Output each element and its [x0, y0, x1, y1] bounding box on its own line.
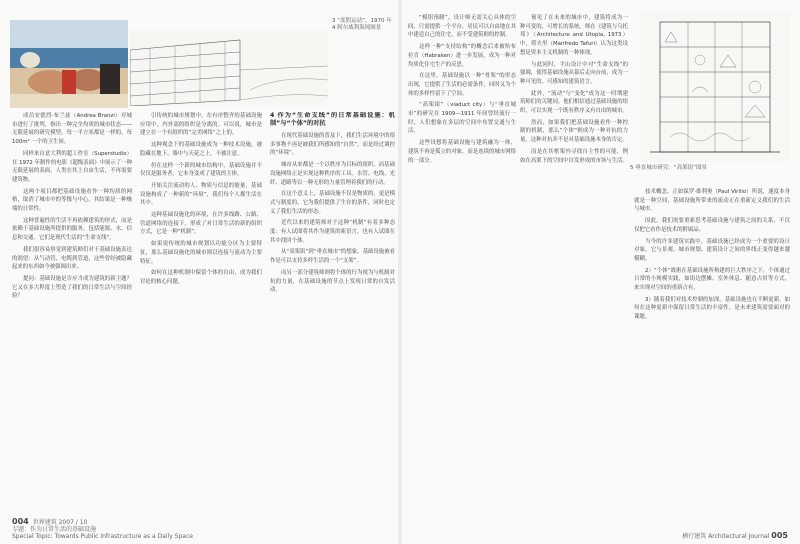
beach-collage-image	[10, 20, 128, 108]
text-column-4	[408, 14, 516, 514]
paragraph: 在这个意义上，基础设施不仅是物质的，更是模式与制度的。它为我们提供了生存的条件，同时也定义了我们生活的形态。	[270, 191, 395, 215]
paragraph: 2）“个体”战術在基础设施所构建的巨大秩序之下，个体通过日常的小规模实践，如街边摆摊、室外休息、随意占用等方式，来实现对空间的重新占有。	[634, 267, 790, 292]
paragraph: 如何在这种机制中保留个体的自由，成为我们讨论的核心问题。	[140, 270, 262, 285]
right-footer-text: 横行建筑 Architectural Journal	[682, 533, 770, 540]
paragraph: 当今的许多建筑实践中，基础设施已经成为一个重要的设计对象，它与景观、城市规划、建筑设计之间的界线正变得越来越模糊。	[634, 238, 790, 262]
vertical-city-sketch	[640, 12, 790, 162]
left-page	[0, 0, 398, 544]
right-footer	[682, 532, 792, 540]
paragraph: 如果说传统的城市规划以功能分区为主要特征，那么基础设施化的城市则以连接与流动为主要特征。	[140, 241, 262, 265]
paragraph: 这种观念下的基础设施成为一种技术设施，被隐藏在地下、墙中与天花之上，不被注意。	[140, 142, 262, 157]
paragraph: 在这里，基础设施以一种“骨架”的形态出现，它提供了生活的必需条件，同时又为个体的多样性留下了空间。	[408, 73, 516, 97]
paragraph: 在现代基础设施的普及下，我们生活环境中的很多事物不再是被我们所感知的“自然”，而是经过调控的“环境”。	[270, 133, 395, 157]
paragraph: 从“高架街”到“垂直城市”的想象，基础设施被看作是可以支持多样生活的一个“支架”。	[270, 249, 395, 265]
paragraph: 而是在其框架内寻找自主性的可能，例如在高架下的空间中自发形成的市场与生活。	[520, 148, 628, 164]
text-column-2	[140, 112, 262, 512]
text-column-6	[634, 188, 790, 518]
text-column-3	[270, 112, 395, 512]
paragraph: 这两个项目都把基础设施看作一种均质的网格，取消了城市中的等级与中心，其结果是一种极端的日常性。	[12, 188, 132, 213]
paragraph: 这些设想将基础设施与建筑融为一体，建筑不再是孤立的对象，而是连续的城市网络的一部分。	[408, 140, 516, 164]
paragraph: 引传统的城市规划中，在有序整齐的基础设施应用中，内外部的组织是分离的。可以说，城市是建立在一个有组织的“完美网络”之上的。	[140, 113, 262, 137]
paragraph: 技术概念。正如保罗·维利奥（Paul Virilio）所说，速度本身就是一种空间，基础设施所带来的流动正在重新定义我们的生活与城市。	[634, 189, 790, 213]
paragraph: 同样来自意大利的超工作室（Superstudio）在 1972 年制作的电影《超级表面》中展示了一种无限延展的表面，人类在其上自由生活，不再需要建筑物。	[12, 150, 132, 183]
paragraph: “高架街”（viaduct city）与“垂直城市”的研究在 1909—1911 年间曾经流行一时，人们想象在多层的空间中布置交通与生活。	[408, 102, 516, 135]
paragraph: 提问：基础设施是否应当成为建筑的新主题？它又在多大程度上塑造了我们的日常生活与空间经验？	[12, 275, 132, 300]
paragraph: 近代以来的建筑师对于这种“机制”有着多种态度：有人试图将其作为建筑的新语言，也有人试图在其中找回个体。	[270, 220, 395, 244]
paragraph: 此外，“流动”与“变化”成为这一时期建筑师们的关键词。他们相信通过基础设施的组织，可以实现一个既有秩序又有自由的城市。	[520, 90, 628, 115]
paragraph: 开始关注流动的人、物质与信息的能量，基础设施构成了一种新的“环境”，我们每个人都生活在其中。	[140, 182, 262, 207]
paragraph: “模组预制”，设计师无需关心具体的空间，只需提供一个平台。居民可以自由地在其中建造自己的住宅，而不受建筑师的控制。	[408, 15, 516, 39]
paragraph: 这样一种“支持结构”的概念后来被哈布拉肯（Habraken）进一步发展，成为一种对均质化住宅生产的反思。	[408, 44, 516, 68]
page-number-left: 004	[12, 517, 29, 526]
viaduct-drawing	[130, 30, 328, 106]
paragraph: 城市从来都是一个以秩序为目标的组织，而基础设施网络正是实现这种秩序的工具。水管、电线、光纤、道路等以一种无形的力量管理着我们的行动。	[270, 162, 395, 186]
paragraph: 但在这样一个新的城市结构中，基础设施并不仅仅是服务者，它本身变成了建筑的主体。	[140, 162, 262, 178]
left-footer-text: 世界建筑 2007 / 10 专题：作为日常生活的基础设施 Special Topic: Towards Public Infrastructure as a Daily Space	[12, 519, 193, 540]
text-column-5	[520, 14, 628, 514]
paragraph: 成员安德烈·布兰兹（Andrea Branzi）对城市进行了批判，指出一种完全均质的城市状态——无限延展的研究模型，每一平方米都是一样的，每 100m² 一个的卫生间。	[12, 113, 132, 146]
page-number-right: 005	[771, 531, 788, 540]
text-column-1	[12, 112, 132, 512]
paragraph: 然而，如果我们把基础设施看作一种控制的机制，那么“个体”则成为一种对抗的力量。这种对抗并不是对基础设施本身的否定。	[520, 119, 628, 144]
paragraph: 而另一部分建筑师则将个体的行为视为与机制对抗的力量，在基础设施的节点上发现日常的自发活动。	[270, 269, 395, 294]
tower-drawing	[640, 12, 790, 162]
collage-photo	[10, 20, 128, 108]
paragraph: 这种基础设施化的环境，在许多线路、公路、管道网络的连接下，形成了对日常生活的新的组织方式，它是一种“机制”。	[140, 212, 262, 236]
viaduct-sketch	[130, 30, 328, 106]
figure-caption-top: 3 “度假运动”，1970 年 4 阿尔威利海岡图景	[332, 18, 392, 31]
paragraph: 3）随着我们对技术控制的加深，基础设施也在不断更新。如何在这种更新中保留日常生活的丰富性，是未来建筑需要面对的课题。	[634, 296, 790, 321]
paragraph: 因此，我们需要重新思考基础设施与建筑之间的关系，不仅仅把它看作是技术的附属品。	[634, 218, 790, 233]
figure-caption-right: 5 垂直城市研究：“高架街”图景	[630, 165, 707, 171]
paragraph: 这种普遍性的生活不再依赖建筑的形式，而是依赖于基础设施所提供的服务，包括能源、水、信息和交通。它们是现代生活的“生命支线”。	[12, 217, 132, 242]
left-footer	[12, 511, 193, 540]
paragraph: 预见了在未来的城市中，建筑将成为一种可变的、可增长的系统。师在《建筑与乌托邦》（Architecture and Utopia, 1973）中，塔夫里（Manfredo Tafuri）认为这类设想是资本主义机制的一种体现。	[520, 15, 628, 56]
paragraph: 我们很容易察觉到建筑师们对于基础设施表达的渴望：从气动管、电缆到管道，这些曾经被隐藏起来的东西如今被强调出来。	[12, 246, 132, 271]
paragraph: 与此同时，平山设计中对“生命支线”的强调，使得基础设施从幕后走向台前，成为一种可见的、可感知的建筑语言。	[520, 61, 628, 85]
section-heading: 4 作为“生命支线”的日常基础设施：机制”与“个体”的对抗	[270, 112, 395, 127]
